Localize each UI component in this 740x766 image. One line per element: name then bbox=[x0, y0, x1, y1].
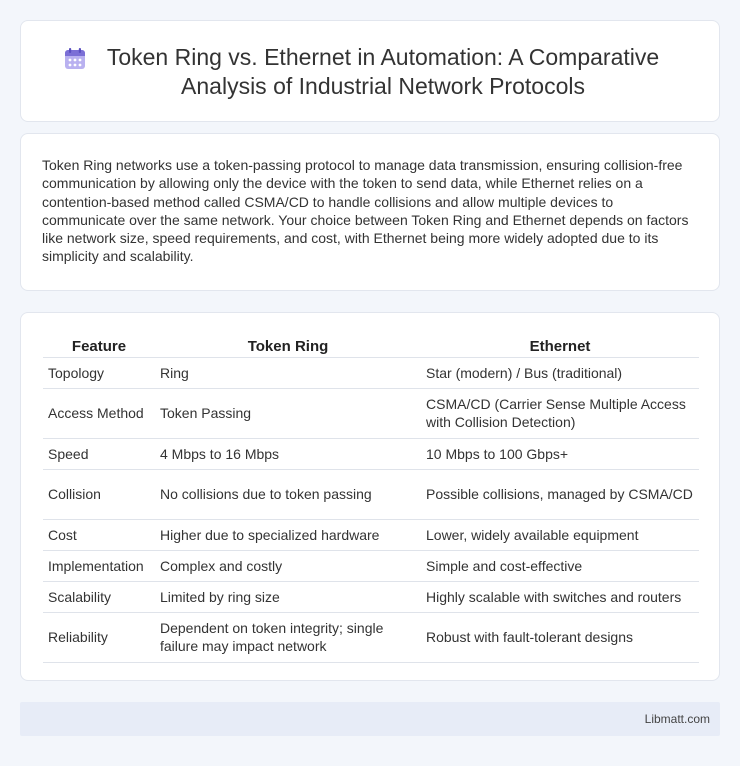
ethernet-cell: 10 Mbps to 100 Gbps+ bbox=[421, 438, 699, 469]
table-row bbox=[43, 550, 699, 581]
ethernet-cell: Star (modern) / Bus (traditional) bbox=[421, 357, 699, 388]
table-row bbox=[43, 438, 699, 469]
feature-cell: Topology bbox=[43, 357, 155, 388]
page-title: Token Ring vs. Ethernet in Automation: A Comparative Analysis of Industrial Network Protocols bbox=[106, 44, 660, 99]
token-ring-cell: Complex and costly bbox=[155, 550, 421, 581]
header-ethernet: Ethernet bbox=[421, 333, 699, 357]
ethernet-cell: Possible collisions, managed by CSMA/CD bbox=[421, 469, 699, 519]
header-token-ring: Token Ring bbox=[155, 333, 421, 357]
intro-paragraph: Token Ring networks use a token-passing protocol to manage data transmission, ensuring collision-free communication by allowing only the device with the token to send data, while Ethernet relies on a contention-based method called CSMA/CD to handle collisions and allow multiple devices to communicate over the same network. Your choice between Token Ring and Ethernet depends on factors like network size, speed requirements, and cost, with Ethernet being more widely adopted due to its simplicity and scalability. bbox=[42, 157, 689, 265]
footer-brand-link[interactable]: Libmatt.com bbox=[644, 712, 710, 726]
token-ring-cell: Token Passing bbox=[155, 388, 421, 438]
ethernet-cell: CSMA/CD (Carrier Sense Multiple Access with Collision Detection) bbox=[421, 388, 699, 438]
token-ring-cell: 4 Mbps to 16 Mbps bbox=[155, 438, 421, 469]
token-ring-cell: Higher due to specialized hardware bbox=[155, 519, 421, 550]
token-ring-cell: No collisions due to token passing bbox=[155, 469, 421, 519]
title-card bbox=[20, 20, 720, 122]
table-row bbox=[43, 519, 699, 550]
feature-cell: Collision bbox=[43, 469, 155, 519]
table-row bbox=[43, 469, 699, 519]
table-header-row bbox=[43, 333, 699, 357]
ethernet-cell: Highly scalable with switches and routers bbox=[421, 581, 699, 612]
table-row bbox=[43, 581, 699, 612]
ethernet-cell: Simple and cost-effective bbox=[421, 550, 699, 581]
feature-cell: Implementation bbox=[43, 550, 155, 581]
token-ring-cell: Dependent on token integrity; single failure may impact network bbox=[155, 612, 421, 662]
token-ring-cell: Ring bbox=[155, 357, 421, 388]
table-row bbox=[43, 388, 699, 438]
header-feature: Feature bbox=[43, 333, 155, 357]
ethernet-cell: Lower, widely available equipment bbox=[421, 519, 699, 550]
feature-cell: Scalability bbox=[43, 581, 155, 612]
footer-bar bbox=[20, 702, 720, 736]
table-row bbox=[43, 612, 699, 662]
token-ring-cell: Limited by ring size bbox=[155, 581, 421, 612]
feature-cell: Cost bbox=[43, 519, 155, 550]
intro-card bbox=[20, 133, 720, 291]
feature-cell: Access Method bbox=[43, 388, 155, 438]
table-row bbox=[43, 357, 699, 388]
feature-cell: Speed bbox=[43, 438, 155, 469]
comparison-table bbox=[43, 333, 699, 663]
ethernet-cell: Robust with fault-tolerant designs bbox=[421, 612, 699, 662]
comparison-card bbox=[20, 312, 720, 681]
feature-cell: Reliability bbox=[43, 612, 155, 662]
